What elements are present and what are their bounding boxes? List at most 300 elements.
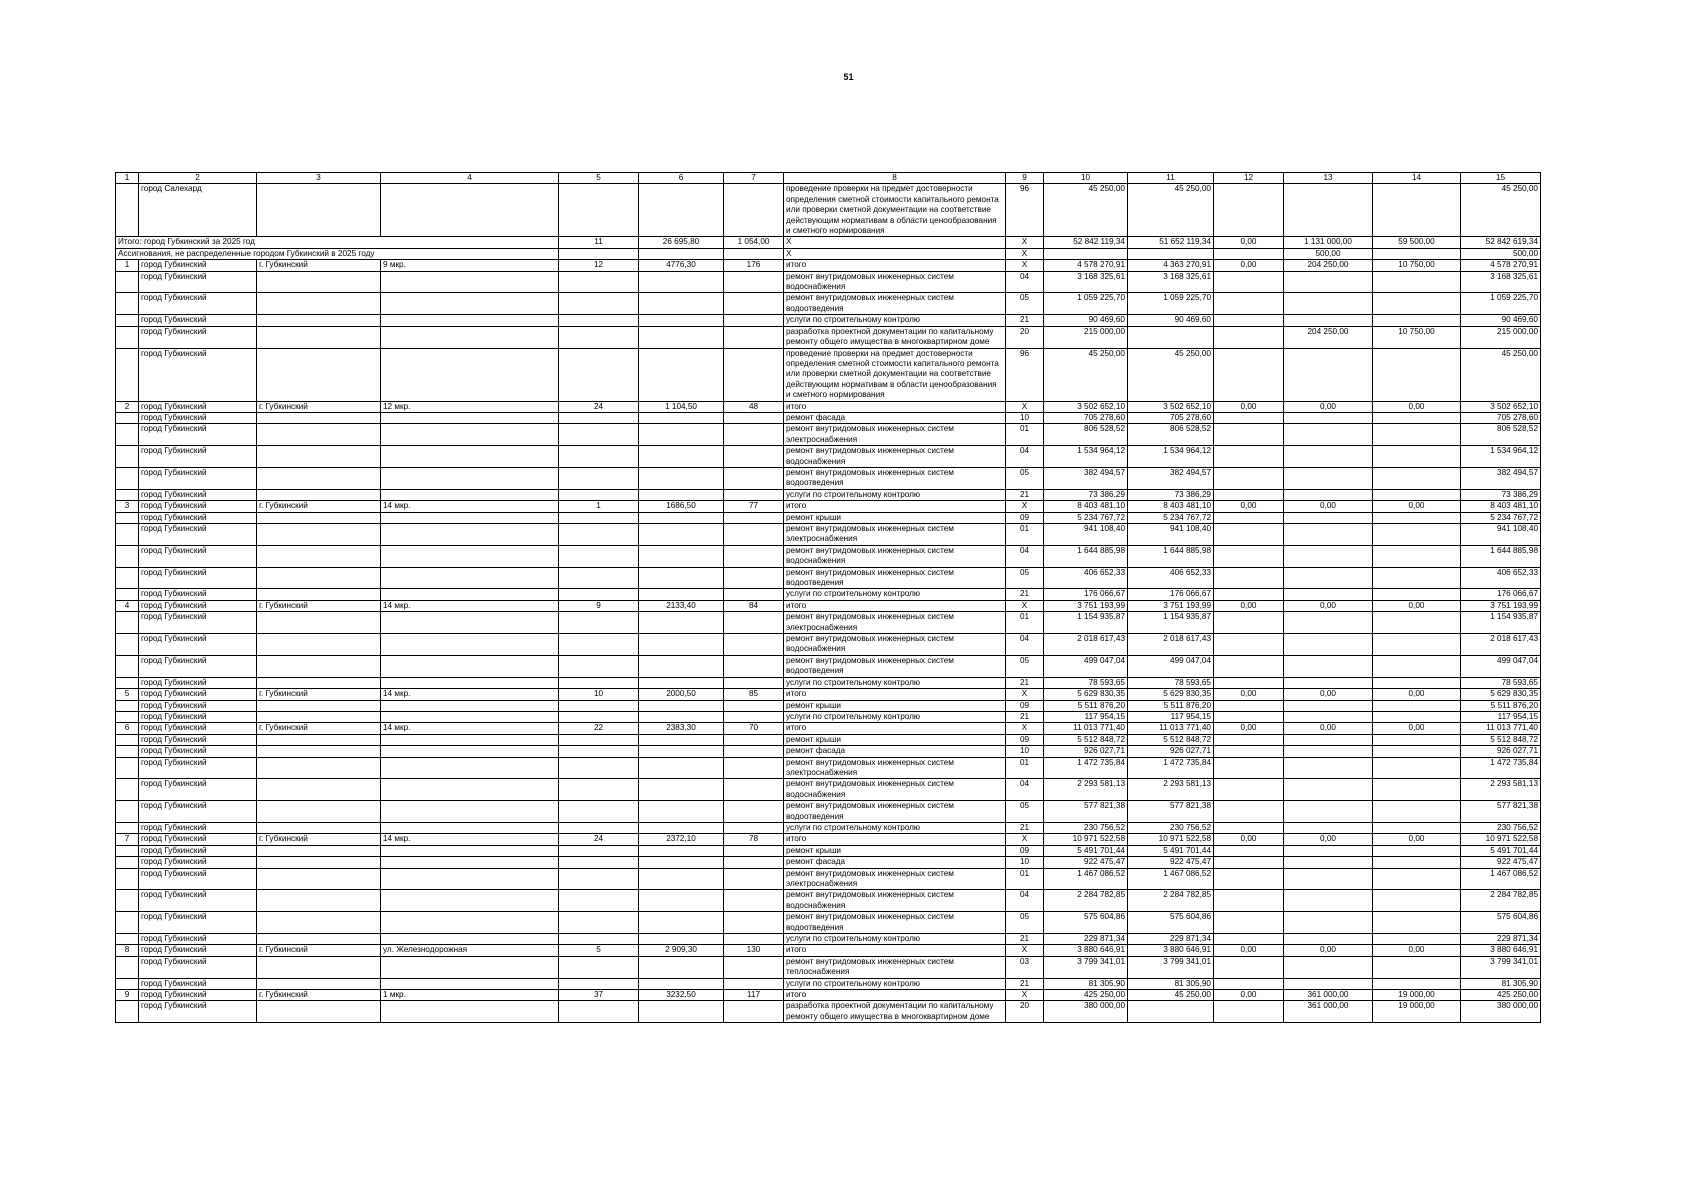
- table-cell: X: [1006, 248, 1044, 259]
- table-cell: 0,00: [1373, 723, 1461, 734]
- table-cell: [639, 934, 724, 945]
- table-cell: [1373, 248, 1461, 259]
- table-cell: [559, 315, 639, 326]
- table-cell: 11 013 771,40: [1461, 723, 1541, 734]
- table-cell: город Губкинский: [139, 834, 257, 845]
- table-cell: услуги по строительному контролю: [784, 934, 1006, 945]
- table-cell: [257, 956, 381, 978]
- table-cell: X: [1006, 401, 1044, 412]
- table-cell: [381, 446, 559, 468]
- table-cell: 37: [559, 990, 639, 1001]
- table-cell: 6: [116, 723, 139, 734]
- table-cell: 3 799 341,01: [1044, 956, 1128, 978]
- table-row: [116, 978, 1541, 989]
- table-cell: [1214, 845, 1284, 856]
- table-cell: [381, 822, 559, 833]
- table-cell: 81 305,90: [1461, 978, 1541, 989]
- table-cell: X: [1006, 260, 1044, 271]
- table-cell: [1214, 978, 1284, 989]
- table-cell: [257, 857, 381, 868]
- table-cell: 926 027,71: [1128, 746, 1214, 757]
- summary-label: Итого: город Губкинский за 2025 год: [116, 237, 559, 248]
- table-cell: [1373, 868, 1461, 890]
- table-cell: [116, 655, 139, 677]
- table-cell: [559, 489, 639, 500]
- table-cell: 85: [724, 689, 784, 700]
- table-cell: [381, 567, 559, 589]
- table-cell: [257, 184, 381, 237]
- table-cell: [559, 934, 639, 945]
- table-cell: [116, 524, 139, 546]
- table-cell: 406 652,33: [1128, 567, 1214, 589]
- table-cell: [257, 293, 381, 315]
- table-row: [116, 271, 1541, 293]
- table-cell: 45 250,00: [1044, 184, 1128, 237]
- table-cell: 2 018 617,43: [1128, 634, 1214, 656]
- table-cell: [1373, 734, 1461, 745]
- table-cell: 3 751 193,99: [1128, 600, 1214, 611]
- table-cell: 1 644 885,98: [1128, 545, 1214, 567]
- table-cell: итого: [784, 990, 1006, 1001]
- table-cell: [1284, 912, 1373, 934]
- table-cell: [381, 589, 559, 600]
- table-row: [116, 424, 1541, 446]
- subtotal-row: [116, 260, 1541, 271]
- page-number: 51: [843, 72, 854, 82]
- table-cell: ремонт крыши: [784, 512, 1006, 523]
- table-cell: [257, 315, 381, 326]
- table-cell: город Губкинский: [139, 501, 257, 512]
- table-cell: [559, 956, 639, 978]
- table-cell: [639, 890, 724, 912]
- table-cell: [724, 857, 784, 868]
- table-cell: [116, 801, 139, 823]
- table-cell: [639, 567, 724, 589]
- table-cell: [1214, 757, 1284, 779]
- table-cell: [1284, 567, 1373, 589]
- table-cell: 0,00: [1373, 401, 1461, 412]
- table-cell: 500,00: [1284, 248, 1373, 259]
- table-cell: [559, 248, 639, 259]
- table-cell: [1284, 822, 1373, 833]
- table-cell: [559, 271, 639, 293]
- table-cell: [1373, 271, 1461, 293]
- table-row: [116, 512, 1541, 523]
- col-header: 6: [639, 173, 724, 184]
- table-cell: 806 528,52: [1128, 424, 1214, 446]
- table-cell: [381, 857, 559, 868]
- table-cell: [116, 711, 139, 722]
- table-cell: 14 мкр.: [381, 689, 559, 700]
- table-cell: [1373, 348, 1461, 401]
- table-cell: город Губкинский: [139, 677, 257, 688]
- table-cell: 5 511 876,20: [1044, 700, 1128, 711]
- table-cell: [257, 978, 381, 989]
- table-cell: [116, 326, 139, 348]
- table-cell: 230 756,52: [1128, 822, 1214, 833]
- table-cell: [1373, 845, 1461, 856]
- table-cell: 84: [724, 600, 784, 611]
- col-header: 5: [559, 173, 639, 184]
- table-cell: 575 604,86: [1128, 912, 1214, 934]
- table-cell: город Губкинский: [139, 746, 257, 757]
- table-cell: 1 154 935,87: [1044, 612, 1128, 634]
- table-cell: [381, 326, 559, 348]
- table-cell: [559, 822, 639, 833]
- table-cell: [559, 868, 639, 890]
- table-cell: 5 491 701,44: [1044, 845, 1128, 856]
- table-cell: [1373, 589, 1461, 600]
- table-cell: [257, 634, 381, 656]
- table-cell: 1 154 935,87: [1461, 612, 1541, 634]
- table-cell: [381, 412, 559, 423]
- table-cell: [724, 348, 784, 401]
- table-cell: X: [784, 248, 1006, 259]
- table-cell: 806 528,52: [1044, 424, 1128, 446]
- table-cell: [1284, 271, 1373, 293]
- table-cell: г. Губкинский: [257, 945, 381, 956]
- table-cell: 4 578 270,91: [1461, 260, 1541, 271]
- table-row: [116, 934, 1541, 945]
- table-cell: [116, 271, 139, 293]
- table-cell: разработка проектной документации по капитальному ремонту общего имущества в многоквартирном доме: [784, 326, 1006, 348]
- table-cell: 941 108,40: [1128, 524, 1214, 546]
- table-cell: 05: [1006, 912, 1044, 934]
- table-cell: [559, 612, 639, 634]
- table-cell: [1214, 634, 1284, 656]
- table-row: [116, 857, 1541, 868]
- table-cell: [639, 524, 724, 546]
- table-cell: [1214, 734, 1284, 745]
- table-cell: 130: [724, 945, 784, 956]
- table-cell: 1: [116, 260, 139, 271]
- table-cell: [257, 779, 381, 801]
- table-cell: 176 066,67: [1461, 589, 1541, 600]
- table-cell: [381, 348, 559, 401]
- table-cell: 1 104,50: [639, 401, 724, 412]
- table-cell: [1214, 779, 1284, 801]
- table-cell: [639, 184, 724, 237]
- table-cell: [257, 424, 381, 446]
- table-cell: 941 108,40: [1461, 524, 1541, 546]
- table-cell: ремонт внутридомовых инженерных систем водоотведения: [784, 655, 1006, 677]
- table-cell: 5 629 830,35: [1461, 689, 1541, 700]
- table-cell: [639, 326, 724, 348]
- table-cell: [1214, 801, 1284, 823]
- table-cell: город Губкинский: [139, 822, 257, 833]
- table-cell: [639, 978, 724, 989]
- table-cell: [559, 524, 639, 546]
- table-cell: 499 047,04: [1044, 655, 1128, 677]
- table-cell: [381, 746, 559, 757]
- table-cell: 0,00: [1214, 689, 1284, 700]
- table-row: [116, 446, 1541, 468]
- table-cell: [639, 956, 724, 978]
- table-row: [116, 822, 1541, 833]
- table-cell: [116, 1001, 139, 1023]
- table-cell: [724, 700, 784, 711]
- table-cell: 20: [1006, 1001, 1044, 1023]
- table-cell: [257, 845, 381, 856]
- table-cell: X: [1006, 990, 1044, 1001]
- table-cell: 10: [1006, 412, 1044, 423]
- table-cell: [1373, 446, 1461, 468]
- table-cell: [1284, 524, 1373, 546]
- table-cell: [639, 822, 724, 833]
- table-cell: [257, 711, 381, 722]
- table-cell: [1214, 184, 1284, 237]
- table-cell: 01: [1006, 757, 1044, 779]
- table-cell: услуги по строительному контролю: [784, 822, 1006, 833]
- table-cell: город Губкинский: [139, 689, 257, 700]
- table-cell: ремонт внутридомовых инженерных систем водоснабжения: [784, 545, 1006, 567]
- col-header: 1: [116, 173, 139, 184]
- table-cell: 10 750,00: [1373, 326, 1461, 348]
- table-cell: 10 971 522,58: [1461, 834, 1541, 845]
- table-cell: 3 880 646,91: [1044, 945, 1128, 956]
- table-cell: город Губкинский: [139, 634, 257, 656]
- table-cell: 215 000,00: [1044, 326, 1128, 348]
- table-cell: 0,00: [1214, 834, 1284, 845]
- table-cell: [1373, 857, 1461, 868]
- table-cell: [257, 890, 381, 912]
- subtotal-row: [116, 834, 1541, 845]
- table-cell: 5 511 876,20: [1461, 700, 1541, 711]
- table-cell: итого: [784, 600, 1006, 611]
- table-cell: [639, 512, 724, 523]
- table-cell: 0,00: [1214, 945, 1284, 956]
- table-cell: 5 512 848,72: [1128, 734, 1214, 745]
- table-cell: 04: [1006, 890, 1044, 912]
- table-cell: [381, 467, 559, 489]
- table-cell: [116, 934, 139, 945]
- table-cell: 04: [1006, 545, 1044, 567]
- table-cell: 500,00: [1461, 248, 1541, 259]
- subtotal-row: [116, 990, 1541, 1001]
- table-cell: 03: [1006, 956, 1044, 978]
- table-cell: [1373, 567, 1461, 589]
- table-cell: 2 018 617,43: [1044, 634, 1128, 656]
- table-cell: [639, 293, 724, 315]
- table-cell: [1284, 677, 1373, 688]
- table-cell: [1214, 711, 1284, 722]
- table-cell: [1284, 589, 1373, 600]
- table-cell: [1284, 412, 1373, 423]
- table-cell: [1214, 326, 1284, 348]
- table-cell: 14 мкр.: [381, 834, 559, 845]
- table-cell: [257, 801, 381, 823]
- table-cell: 5 234 767,72: [1461, 512, 1541, 523]
- table-cell: [381, 524, 559, 546]
- table-cell: 81 305,90: [1128, 978, 1214, 989]
- table-cell: 926 027,71: [1461, 746, 1541, 757]
- table-cell: 2 284 782,85: [1128, 890, 1214, 912]
- table-cell: [724, 567, 784, 589]
- table-cell: [257, 868, 381, 890]
- table-cell: [639, 711, 724, 722]
- table-cell: [381, 934, 559, 945]
- table-cell: X: [1006, 723, 1044, 734]
- table-cell: [257, 348, 381, 401]
- table-cell: [381, 634, 559, 656]
- table-cell: 2 909,30: [639, 945, 724, 956]
- table-cell: [1284, 700, 1373, 711]
- table-cell: [1284, 489, 1373, 500]
- table-cell: 0,00: [1214, 501, 1284, 512]
- table-cell: 8 403 481,10: [1044, 501, 1128, 512]
- table-cell: 3 168 325,61: [1461, 271, 1541, 293]
- table-cell: г. Губкинский: [257, 834, 381, 845]
- table-cell: 01: [1006, 424, 1044, 446]
- table-cell: 8 403 481,10: [1461, 501, 1541, 512]
- table-cell: [116, 868, 139, 890]
- table-cell: [257, 746, 381, 757]
- table-cell: [116, 293, 139, 315]
- table-cell: [559, 412, 639, 423]
- table-cell: 5 629 830,35: [1044, 689, 1128, 700]
- table-cell: [1044, 248, 1128, 259]
- table-cell: город Губкинский: [139, 845, 257, 856]
- table-cell: город Губкинский: [139, 956, 257, 978]
- table-cell: [724, 589, 784, 600]
- summary-row: [116, 237, 1541, 248]
- table-cell: [1284, 446, 1373, 468]
- table-cell: [639, 700, 724, 711]
- table-cell: город Губкинский: [139, 1001, 257, 1023]
- table-cell: [1284, 711, 1373, 722]
- table-cell: 1 472 735,84: [1128, 757, 1214, 779]
- table-cell: ремонт крыши: [784, 845, 1006, 856]
- table-cell: [724, 545, 784, 567]
- table-cell: 21: [1006, 315, 1044, 326]
- table-cell: [1373, 801, 1461, 823]
- table-cell: 01: [1006, 524, 1044, 546]
- table-cell: [257, 567, 381, 589]
- table-cell: [116, 845, 139, 856]
- table-cell: [559, 700, 639, 711]
- column-number-row: [116, 173, 1541, 184]
- table-cell: [1284, 868, 1373, 890]
- table-cell: 117: [724, 990, 784, 1001]
- table-cell: [1214, 677, 1284, 688]
- table-cell: 96: [1006, 348, 1044, 401]
- table-cell: [1373, 512, 1461, 523]
- table-cell: 5 491 701,44: [1461, 845, 1541, 856]
- subtotal-row: [116, 501, 1541, 512]
- table-cell: 21: [1006, 711, 1044, 722]
- table-cell: 09: [1006, 512, 1044, 523]
- table-cell: [724, 1001, 784, 1023]
- table-cell: 176 066,67: [1044, 589, 1128, 600]
- table-cell: [1373, 655, 1461, 677]
- table-cell: [1284, 934, 1373, 945]
- table-cell: [639, 424, 724, 446]
- table-row: [116, 326, 1541, 348]
- table-cell: [257, 734, 381, 745]
- table-cell: 59 500,00: [1373, 237, 1461, 248]
- table-cell: 705 278,60: [1044, 412, 1128, 423]
- col-header: 4: [381, 173, 559, 184]
- table-cell: ремонт внутридомовых инженерных систем водоснабжения: [784, 779, 1006, 801]
- table-cell: 1 467 086,52: [1461, 868, 1541, 890]
- table-cell: 09: [1006, 734, 1044, 745]
- table-cell: г. Губкинский: [257, 401, 381, 412]
- table-cell: [381, 489, 559, 500]
- table-cell: [257, 524, 381, 546]
- table-cell: [724, 489, 784, 500]
- table-cell: [559, 857, 639, 868]
- table-cell: [381, 424, 559, 446]
- table-cell: 11 013 771,40: [1128, 723, 1214, 734]
- table-cell: [116, 424, 139, 446]
- table-cell: ул. Железнодорожная: [381, 945, 559, 956]
- table-cell: итого: [784, 260, 1006, 271]
- table-cell: 5 512 848,72: [1461, 734, 1541, 745]
- table-cell: [1373, 822, 1461, 833]
- table-cell: [116, 757, 139, 779]
- table-row: [116, 868, 1541, 890]
- table-cell: 577 821,38: [1461, 801, 1541, 823]
- col-header: 2: [139, 173, 257, 184]
- table-cell: [257, 589, 381, 600]
- table-row: [116, 912, 1541, 934]
- table-cell: [639, 655, 724, 677]
- table-cell: [257, 545, 381, 567]
- table-cell: 2 293 581,13: [1044, 779, 1128, 801]
- capital-repair-table: [115, 172, 1541, 1023]
- table-cell: [724, 801, 784, 823]
- col-header: 3: [257, 173, 381, 184]
- subtotal-row: [116, 600, 1541, 611]
- table-cell: 577 821,38: [1044, 801, 1128, 823]
- table-row: [116, 845, 1541, 856]
- table-cell: [639, 412, 724, 423]
- table-cell: 577 821,38: [1128, 801, 1214, 823]
- table-cell: 20: [1006, 326, 1044, 348]
- table-cell: 0,00: [1284, 600, 1373, 611]
- table-cell: [639, 1001, 724, 1023]
- table-cell: ремонт крыши: [784, 734, 1006, 745]
- table-cell: [1373, 545, 1461, 567]
- table-cell: [724, 934, 784, 945]
- table-cell: [257, 822, 381, 833]
- table-cell: 1 154 935,87: [1128, 612, 1214, 634]
- table-cell: [381, 912, 559, 934]
- table-cell: [1373, 711, 1461, 722]
- table-cell: ремонт внутридомовых инженерных систем водоснабжения: [784, 890, 1006, 912]
- table-cell: 705 278,60: [1128, 412, 1214, 423]
- table-cell: ремонт внутридомовых инженерных систем водоотведения: [784, 912, 1006, 934]
- table-cell: [639, 248, 724, 259]
- table-cell: [1373, 293, 1461, 315]
- table-cell: 380 000,00: [1461, 1001, 1541, 1023]
- table-row: [116, 677, 1541, 688]
- table-cell: [1214, 868, 1284, 890]
- table-cell: 2 284 782,85: [1044, 890, 1128, 912]
- table-cell: 52 842 619,34: [1461, 237, 1541, 248]
- table-cell: [724, 248, 784, 259]
- subtotal-row: [116, 945, 1541, 956]
- table-cell: 2 284 782,85: [1461, 890, 1541, 912]
- table-cell: 229 871,34: [1044, 934, 1128, 945]
- table-cell: [559, 326, 639, 348]
- table-cell: г. Губкинский: [257, 260, 381, 271]
- col-header: 13: [1284, 173, 1373, 184]
- table-cell: 2372,10: [639, 834, 724, 845]
- table-cell: [559, 348, 639, 401]
- table-cell: [1284, 512, 1373, 523]
- table-cell: город Губкинский: [139, 348, 257, 401]
